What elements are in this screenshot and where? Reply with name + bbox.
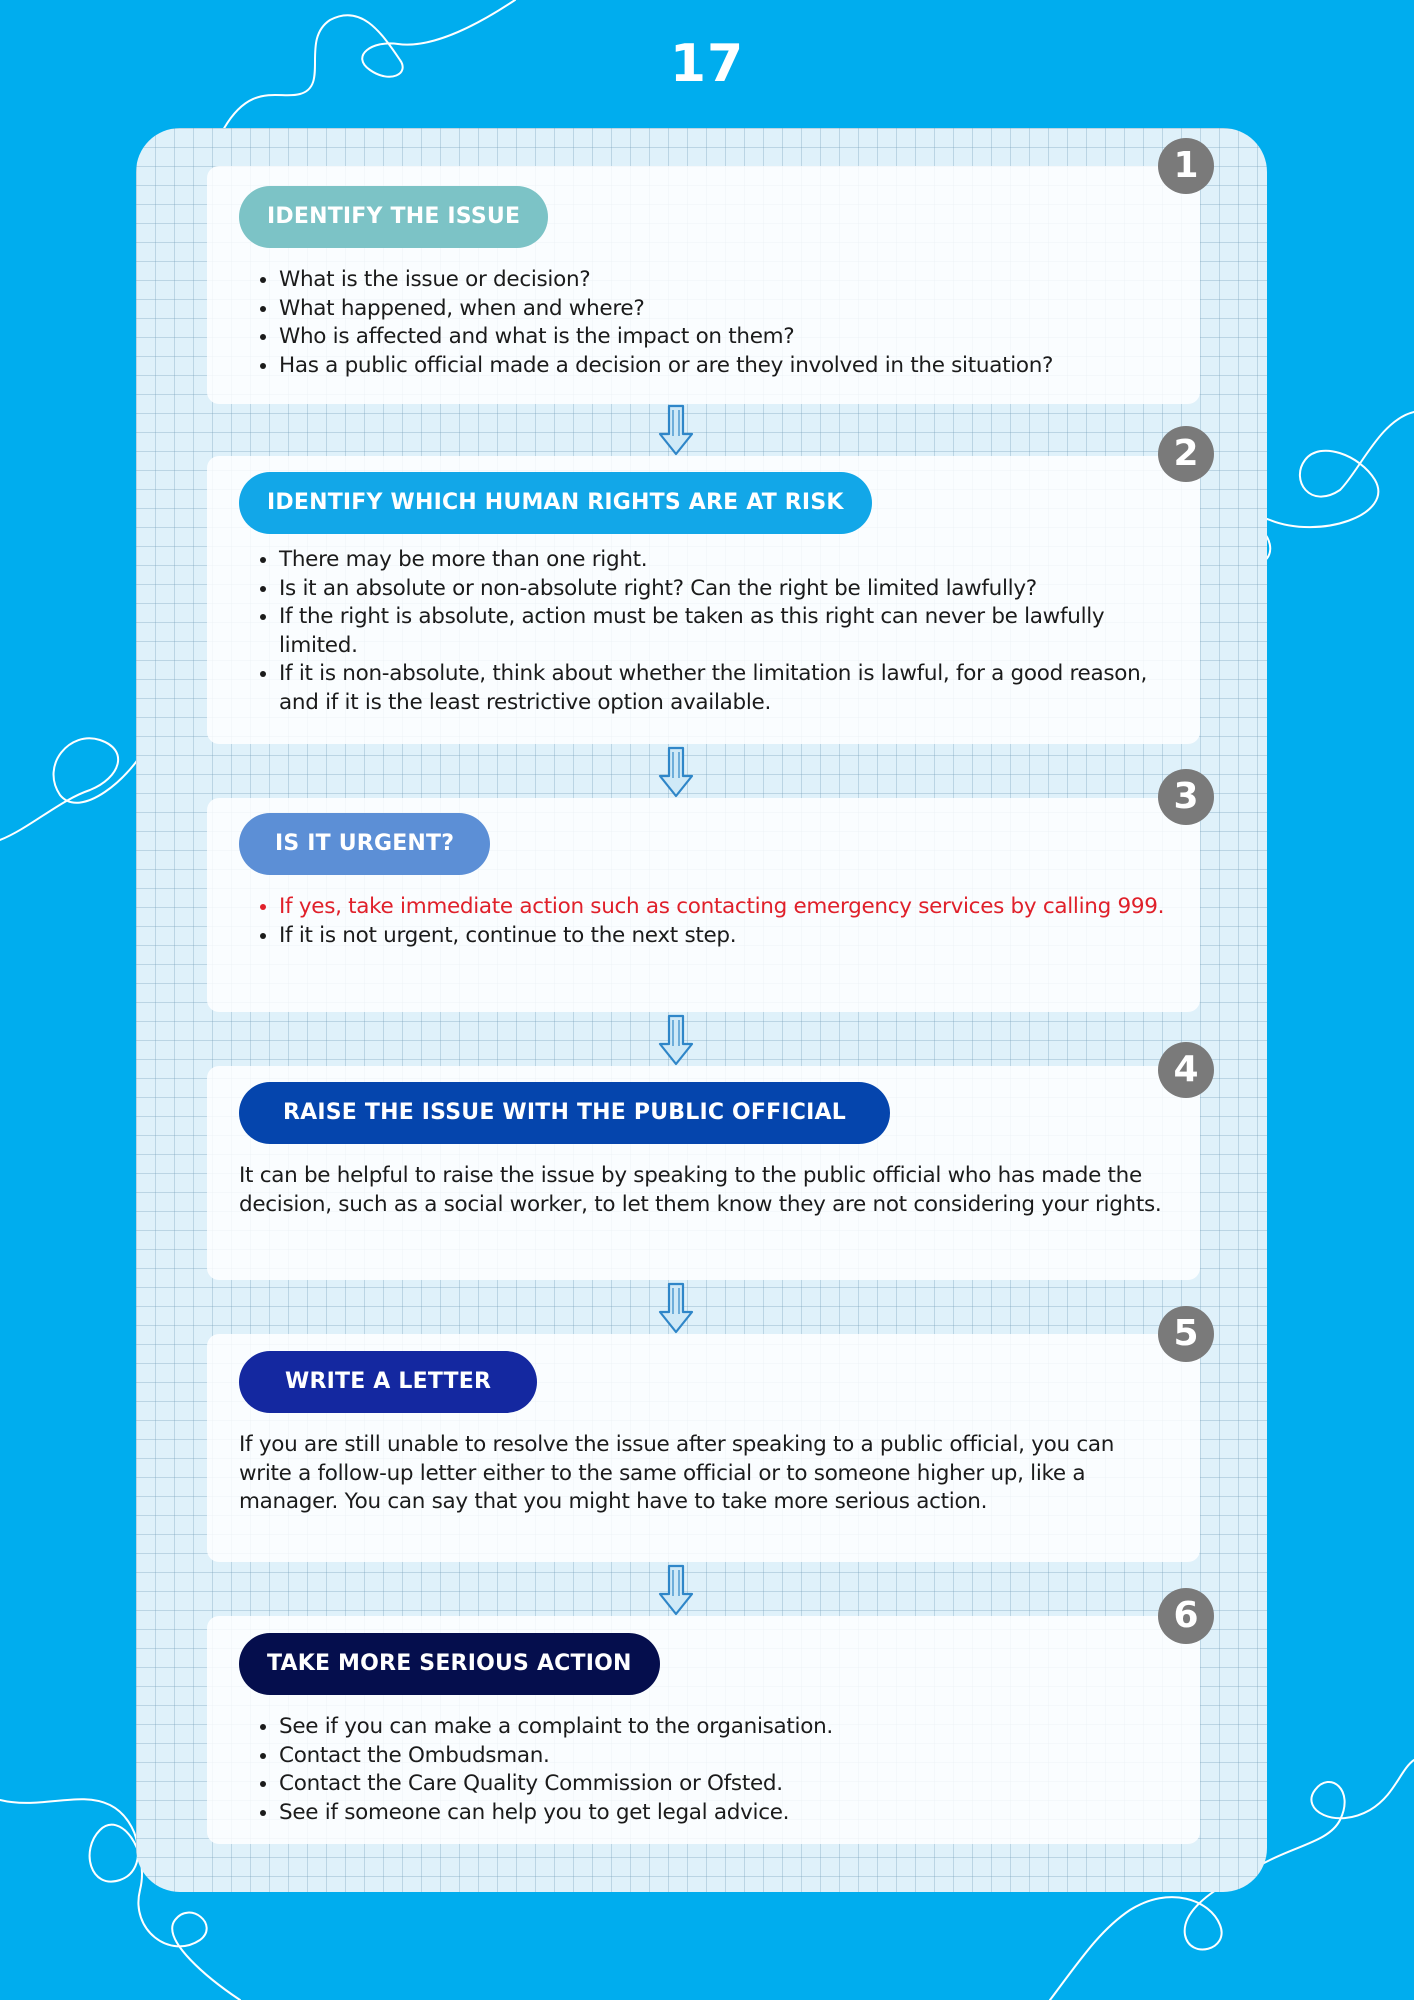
step-3-bullets xyxy=(239,893,1168,950)
step-5-number-badge: 5 xyxy=(1158,1306,1214,1362)
list-item: • If the right is absolute, action must be taken as this right can never be lawfully limited. xyxy=(279,603,1168,660)
page-number: 17 xyxy=(669,34,745,94)
step-1-bullets xyxy=(239,266,1168,380)
list-item: • What is the issue or decision? xyxy=(279,266,1168,295)
urgent-list-item: • If yes, take immediate action such as contacting emergency services by calling 999. xyxy=(279,893,1168,922)
down-arrow-icon xyxy=(656,1014,696,1066)
step-2-bullets xyxy=(239,546,1168,717)
list-item: • If it is non-absolute, think about whether the limitation is lawful, for a good reason, and if it is the least restrictive option available. xyxy=(279,660,1168,717)
down-arrow-icon xyxy=(656,404,696,456)
list-item: • Contact the Ombudsman. xyxy=(279,1742,1168,1771)
step-3-title: IS IT URGENT? xyxy=(239,813,490,875)
list-item: • Is it an absolute or non-absolute right? Can the right be limited lawfully? xyxy=(279,575,1168,604)
list-item: • Who is affected and what is the impact on them? xyxy=(279,323,1168,352)
step-4-card xyxy=(207,1066,1200,1280)
step-1-title: IDENTIFY THE ISSUE xyxy=(239,186,548,248)
list-item: • If it is not urgent, continue to the next step. xyxy=(279,922,1168,951)
list-item: • There may be more than one right. xyxy=(279,546,1168,575)
step-2-number-badge: 2 xyxy=(1158,426,1214,482)
step-1-card xyxy=(207,166,1200,404)
step-3-number-badge: 3 xyxy=(1158,769,1214,825)
step-4-text: It can be helpful to raise the issue by speaking to the public official who has made the decision, such as a social worker, to let them know they are not considering your rights. xyxy=(239,1163,1162,1217)
step-5-text: If you are still unable to resolve the issue after speaking to a public official, you can write a follow-up letter either to the same official or to someone higher up, like a manager. You can say that you might have to take more serious action. xyxy=(239,1432,1115,1514)
list-item: • What happened, when and where? xyxy=(279,295,1168,324)
list-item: • See if someone can help you to get legal advice. xyxy=(279,1799,1168,1828)
step-6-bullets xyxy=(239,1713,1168,1827)
step-2-card xyxy=(207,456,1200,744)
down-arrow-icon xyxy=(656,1564,696,1616)
step-3-card xyxy=(207,798,1200,1012)
step-5-card xyxy=(207,1334,1200,1562)
step-6-title: TAKE MORE SERIOUS ACTION xyxy=(239,1633,660,1695)
step-4-title: RAISE THE ISSUE WITH THE PUBLIC OFFICIAL xyxy=(239,1082,890,1144)
step-6-card xyxy=(207,1616,1200,1844)
down-arrow-icon xyxy=(656,1282,696,1334)
list-item: • Has a public official made a decision or are they involved in the situation? xyxy=(279,352,1168,381)
step-6-number-badge: 6 xyxy=(1158,1588,1214,1644)
list-item: • Contact the Care Quality Commission or Ofsted. xyxy=(279,1770,1168,1799)
list-item: • See if you can make a complaint to the organisation. xyxy=(279,1713,1168,1742)
step-2-title: IDENTIFY WHICH HUMAN RIGHTS ARE AT RISK xyxy=(239,472,872,534)
step-1-number-badge: 1 xyxy=(1158,138,1214,194)
step-5-title: WRITE A LETTER xyxy=(239,1351,537,1413)
down-arrow-icon xyxy=(656,746,696,798)
step-4-number-badge: 4 xyxy=(1158,1042,1214,1098)
